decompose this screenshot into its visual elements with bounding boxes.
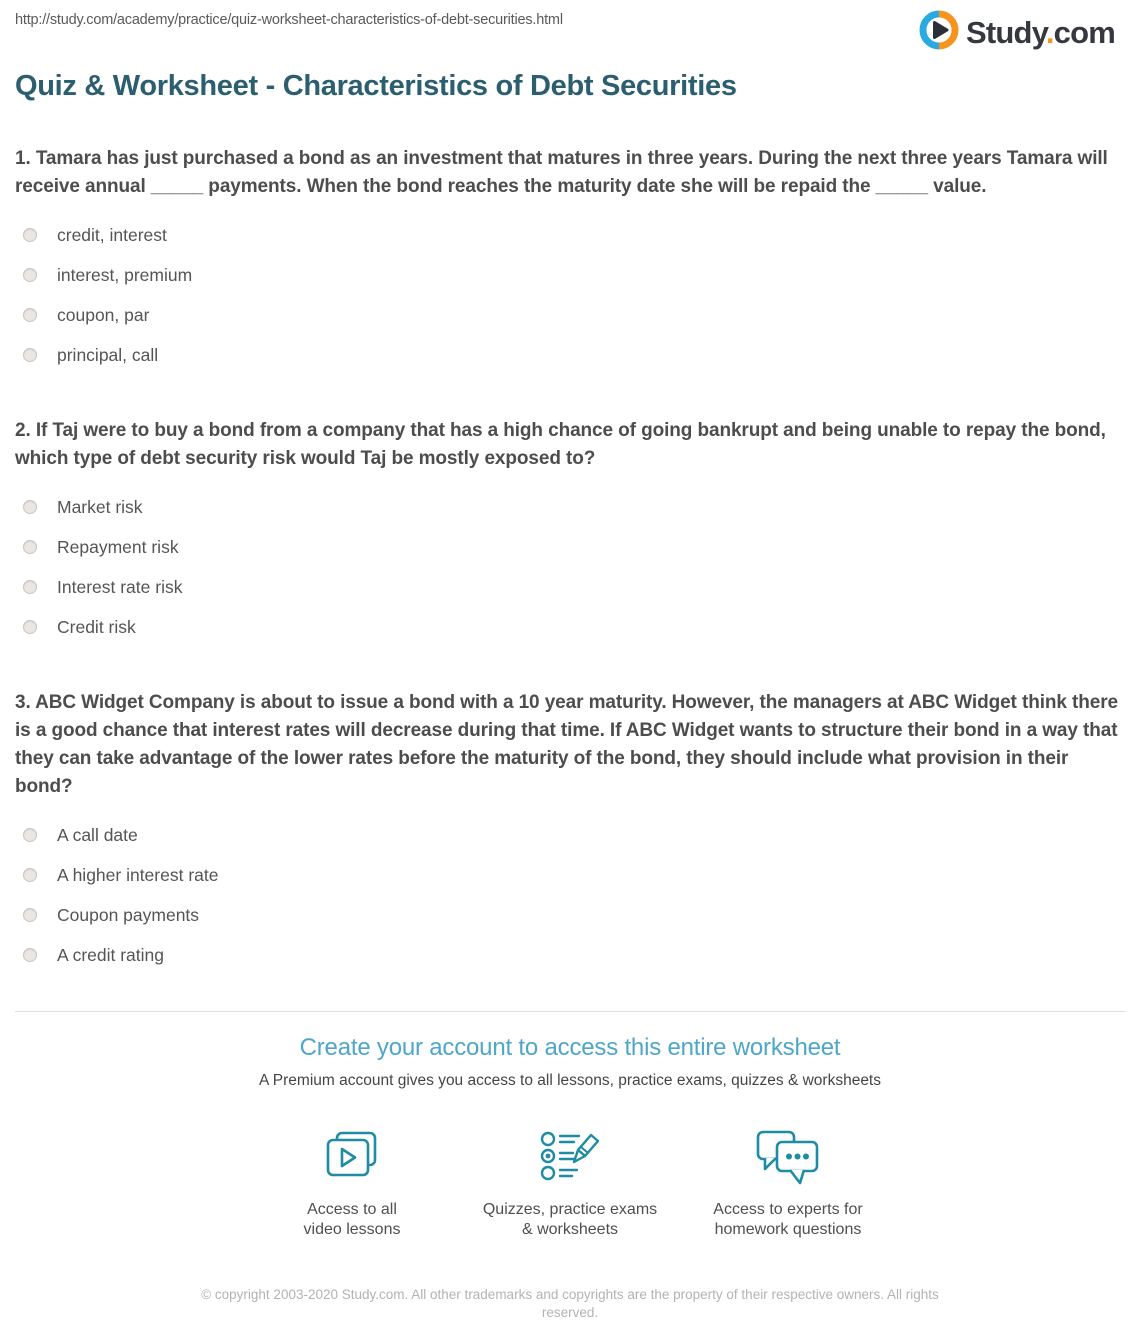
- radio-button[interactable]: [23, 908, 37, 922]
- answer-option[interactable]: [15, 895, 1125, 935]
- radio-button[interactable]: [23, 540, 37, 554]
- radio-button[interactable]: [23, 948, 37, 962]
- radio-button[interactable]: [23, 620, 37, 634]
- page-title: Quiz & Worksheet - Characteristics of Debt Securities: [15, 70, 737, 102]
- question-1: [15, 145, 1125, 375]
- copyright-text: © copyright 2003-2020 Study.com. All other trademarks and copyrights are the property of their respective owners. All rights reserved.: [201, 1287, 939, 1320]
- answer-option[interactable]: [15, 935, 1125, 975]
- answer-options: [15, 487, 1125, 647]
- feature-label: Quizzes, practice exams & worksheets: [482, 1201, 658, 1238]
- answer-option[interactable]: [15, 215, 1125, 255]
- radio-button[interactable]: [23, 580, 37, 594]
- radio-button[interactable]: [23, 268, 37, 282]
- radio-button[interactable]: [23, 868, 37, 882]
- answer-option[interactable]: [15, 527, 1125, 567]
- option-label: A call date: [57, 824, 138, 845]
- radio-button[interactable]: [23, 308, 37, 322]
- option-label: Interest rate risk: [57, 576, 183, 597]
- radio-button[interactable]: [23, 348, 37, 362]
- quiz-worksheet-icon: [537, 1124, 603, 1190]
- chat-experts-icon: [754, 1124, 822, 1190]
- answer-option[interactable]: [15, 335, 1125, 375]
- feature-list: [15, 1124, 1125, 1240]
- answer-option[interactable]: [15, 607, 1125, 647]
- option-label: A credit rating: [57, 944, 164, 965]
- page-footer: [15, 1286, 1125, 1322]
- feature-video-lessons: [243, 1124, 461, 1240]
- cta-subtitle: A Premium account gives you access to all lessons, practice exams, quizzes & worksheets: [259, 1072, 881, 1089]
- answer-options: [15, 215, 1125, 375]
- option-label: credit, interest: [57, 224, 167, 245]
- option-label: Market risk: [57, 496, 143, 517]
- answer-option[interactable]: [15, 255, 1125, 295]
- studycom-logo-icon: [919, 10, 959, 55]
- option-label: Coupon payments: [57, 904, 200, 925]
- feature-quizzes-worksheets: [461, 1124, 679, 1240]
- answer-option[interactable]: [15, 855, 1125, 895]
- question-text: 2. If Taj were to buy a bond from a company that has a high chance of going bankrupt and being unable to repay the bond, which type of debt security risk would Taj be mostly exposed to?: [15, 420, 1106, 469]
- radio-button[interactable]: [23, 500, 37, 514]
- option-label: A higher interest rate: [57, 864, 219, 885]
- radio-button[interactable]: [23, 828, 37, 842]
- answer-option[interactable]: [15, 567, 1125, 607]
- radio-button[interactable]: [23, 228, 37, 242]
- studycom-logo-text: Study.com: [966, 14, 1115, 50]
- question-text: 1. Tamara has just purchased a bond as an investment that matures in three years. During the next three years Tamara will receive annual _____ payments. When the bond reaches the maturity date she will be repaid the _____ value.: [15, 148, 1108, 197]
- question-text: 3. ABC Widget Company is about to issue a bond with a 10 year maturity. However, the managers at ABC Widget think there is a good chance that interest rates will decrease during that time. If ABC Widget wants to structure their bond in a way that they can take advantage of the lower rates before the maturity of the bond, they should include what provision in their bond?: [15, 692, 1118, 797]
- video-lessons-icon: [321, 1124, 383, 1190]
- cta-title[interactable]: Create your account to access this entire worksheet: [299, 1034, 841, 1061]
- answer-option[interactable]: [15, 815, 1125, 855]
- answer-option[interactable]: [15, 487, 1125, 527]
- studycom-logo[interactable]: [919, 10, 1115, 55]
- option-label: principal, call: [57, 344, 159, 365]
- question-2: [15, 417, 1125, 647]
- question-3: [15, 689, 1125, 975]
- answer-options: [15, 815, 1125, 975]
- option-label: Repayment risk: [57, 536, 179, 557]
- page-url: http://study.com/academy/practice/quiz-worksheet-characteristics-of-debt-securities.html: [15, 12, 563, 28]
- feature-label: Access to all video lessons: [303, 1201, 401, 1238]
- option-label: coupon, par: [57, 304, 150, 325]
- answer-option[interactable]: [15, 295, 1125, 335]
- feature-label: Access to experts for homework questions: [713, 1201, 863, 1238]
- option-label: Credit risk: [57, 616, 136, 637]
- feature-homework-experts: [679, 1124, 897, 1240]
- page-header: [15, 0, 1125, 50]
- signup-cta-section: [15, 1011, 1125, 1240]
- option-label: interest, premium: [57, 264, 193, 285]
